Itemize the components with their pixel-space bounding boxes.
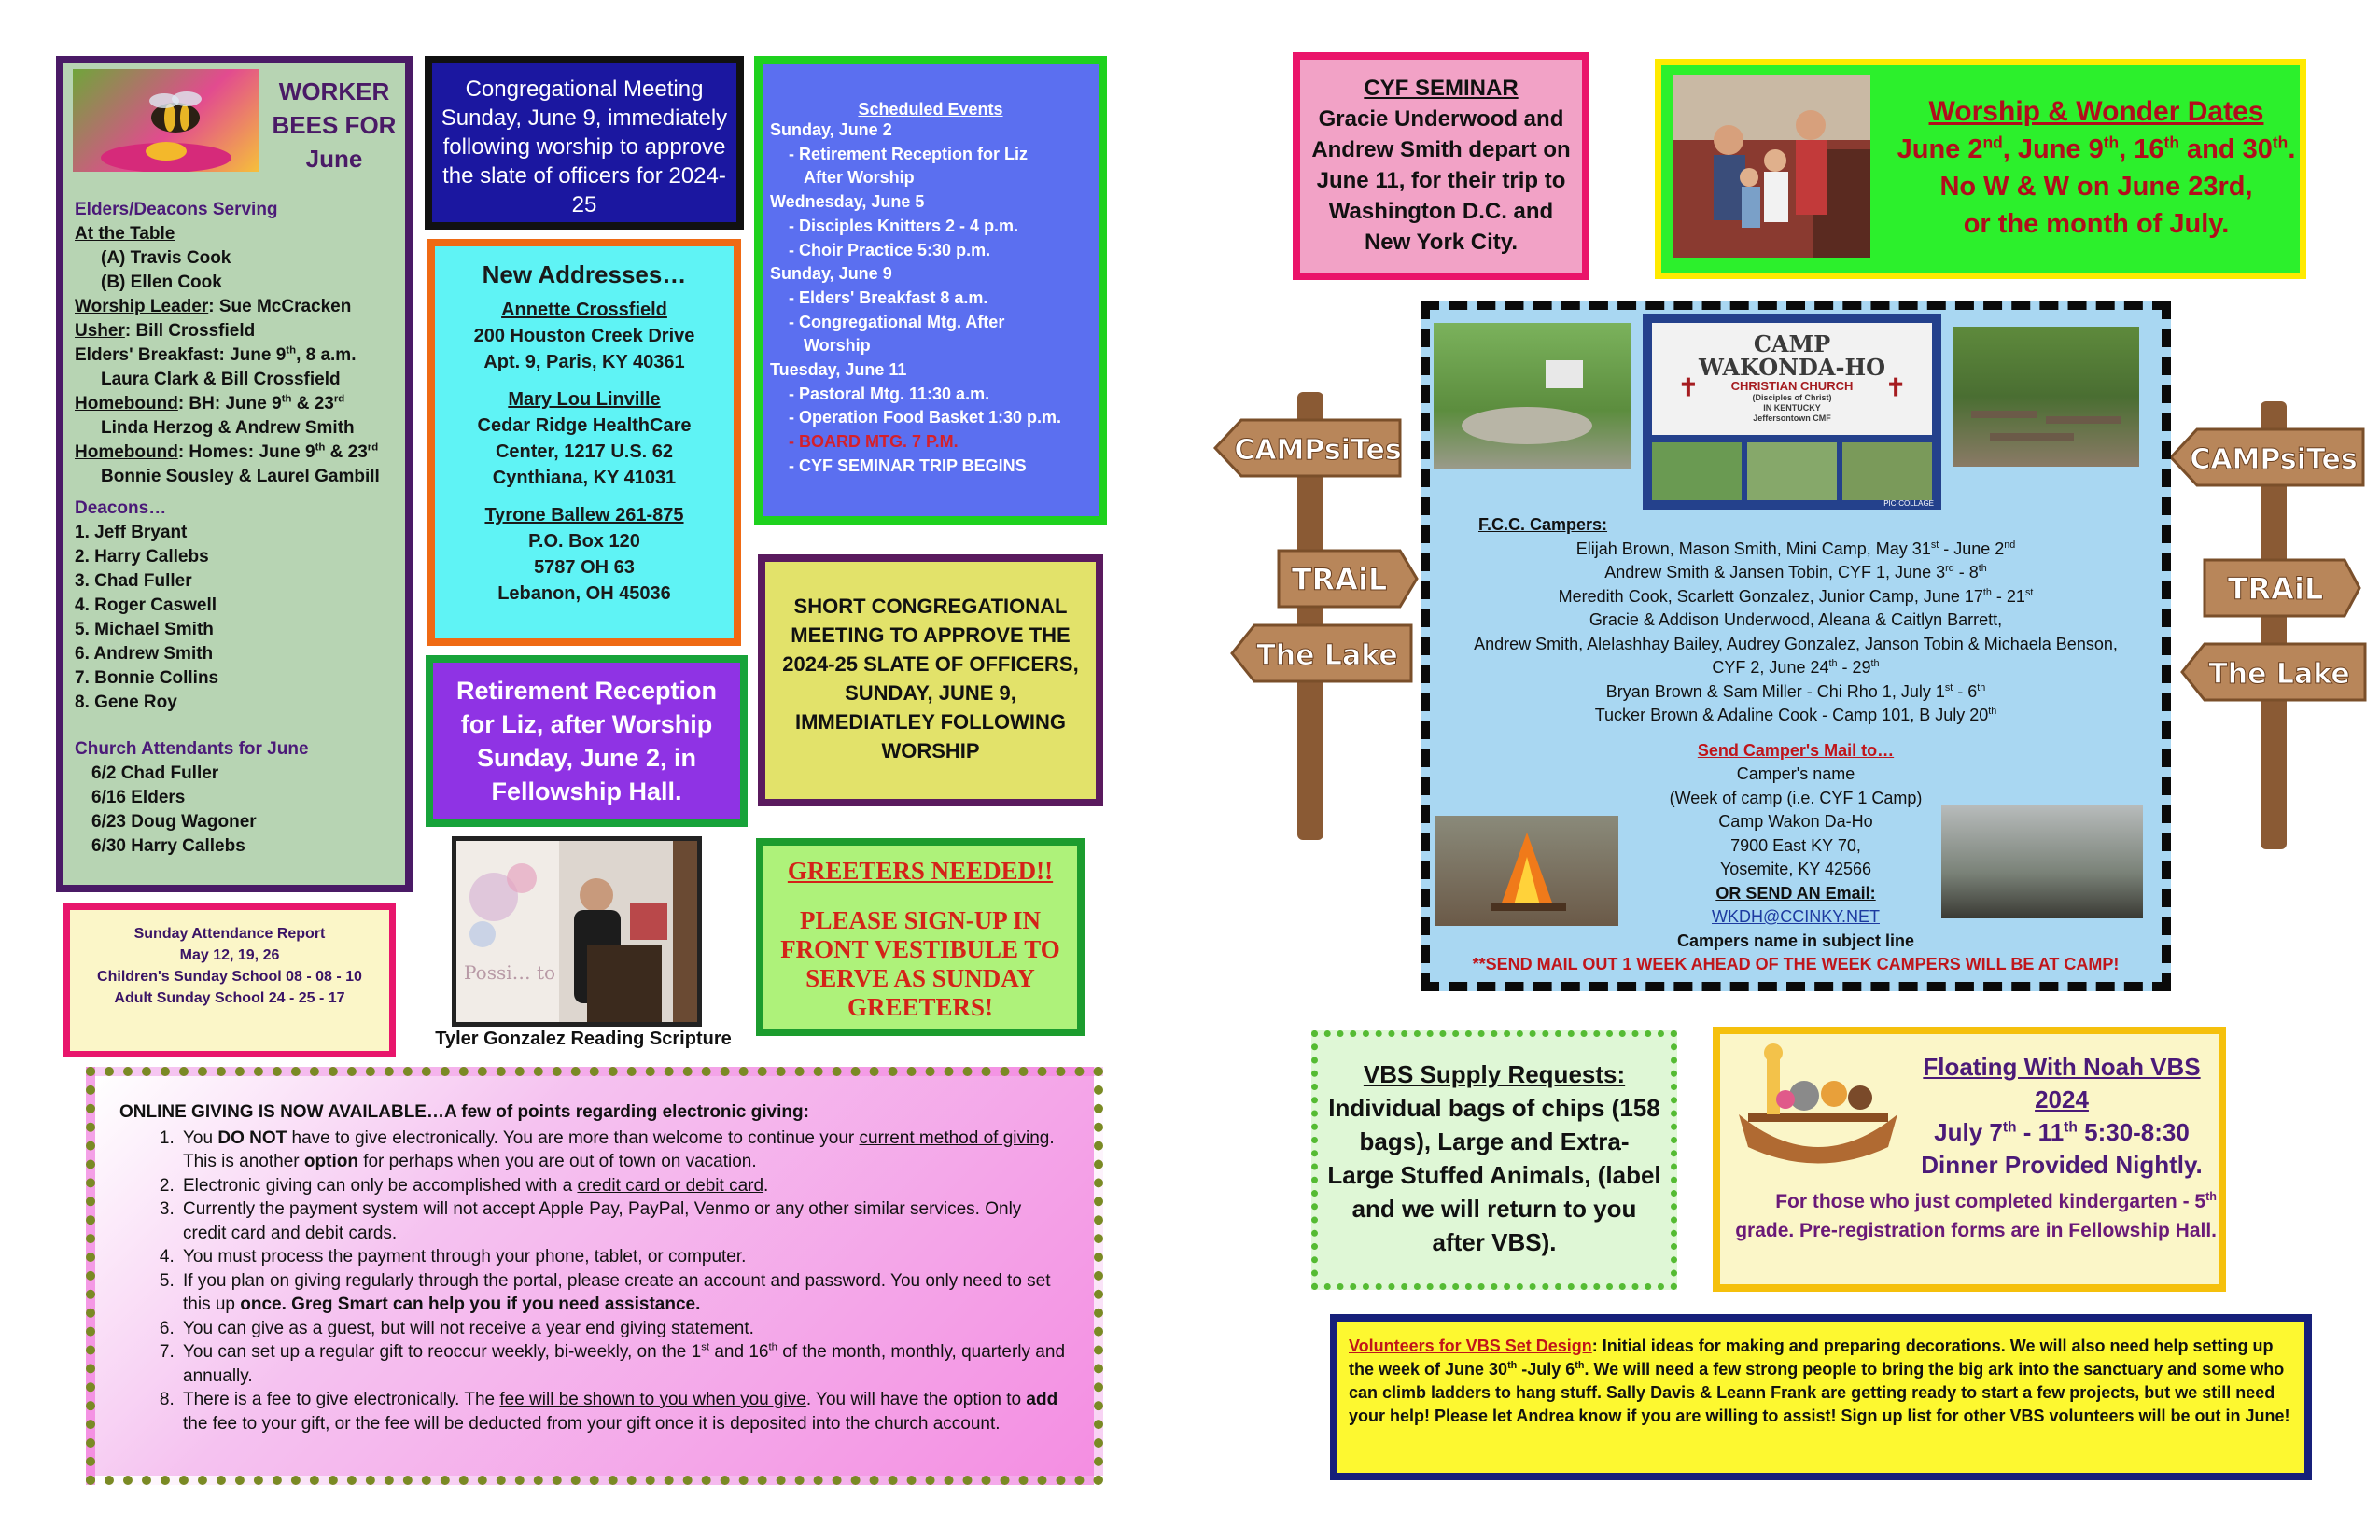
new-addresses-title: New Addresses… [482,260,687,288]
children-in-church-image [1673,75,1870,258]
vbs-supply-box: VBS Supply Requests: Individual bags of chips (158 bags), Large and Extra-Large Stuffed Animals, (label and we will return to you after VBS). [1311,1030,1677,1290]
camp-wakonda-box [1421,301,2171,991]
worship-wonder-title: Worship & Wonder Dates [1928,96,2264,127]
schedule-line: - Pastoral Mtg. 11:30 a.m. [789,384,990,403]
volunteers-label: Volunteers for VBS Set Design [1349,1337,1592,1355]
worker-bees-title: WORKER BEES FOR June [272,77,397,173]
camper-line: Andrew Smith & Jansen Tobin, CYF 1, June 3rd - 8th [1604,563,1987,581]
noah-heading: Floating With Noah VBS 2024 July 7th - 11th 5:30-8:30 Dinner Provided Nightly. [1921,1053,2203,1179]
schedule-line: Sunday, June 2 [770,120,892,139]
schedule-line: - Congregational Mtg. After [789,312,1005,331]
vbs-supply-title: VBS Supply Requests: [1363,1060,1626,1088]
tyler-scripture-photo [452,836,702,1027]
benches-photo [1953,327,2139,467]
misty-morning-photo [1941,805,2143,918]
camper-line: CYF 2, June 24th - 29th [1712,658,1880,677]
chalice-icon: ✝ [1885,373,1906,401]
camper-line: Elijah Brown, Mason Smith, Mini Camp, May 31st - June 2nd [1575,539,2016,558]
trail-signpost-illustration [1213,383,1419,849]
scheduled-events-box [754,56,1107,525]
banner-text: Possi… to [464,961,556,984]
attendants-heading: Church Attendants for June [75,739,309,759]
bee-on-flower-image [73,69,259,172]
bee-photo [73,69,259,172]
svg-text:CAMPsiTes: CAMPsiTes [2190,443,2358,476]
ark-animals-icon [1729,1040,1907,1180]
online-giving-heading: ONLINE GIVING IS NOW AVAILABLE…A few of points regarding electronic giving: [119,1102,809,1122]
online-giving-list [119,1127,1070,1436]
camper-line: Andrew Smith, Alelashhay Bailey, Audrey Gonzalez, Janson Tobin & Michaela Benson, [1474,634,2118,653]
campsite-photo [1434,323,1631,469]
list-item: 8. There is a fee to give electronically. The fee will be shown to you when you give. You will have the option to add the fee to your gift, or the fee will be deducted from your gift once it is deposited into the church account. [179,1388,1070,1435]
worship-wonder-photo [1673,75,1870,258]
list-item: 5. If you plan on giving regularly through the portal, please create an account and password. You only need to set this up once. Greg Smart can help you if you need assistance. [179,1269,1070,1317]
svg-text:The Lake: The Lake [2208,658,2350,691]
chalice-icon: ✝ [1678,373,1699,401]
reading-scripture-image [456,841,697,1022]
schedule-line: - CYF SEMINAR TRIP BEGINS [789,455,1027,475]
collage-photo [1842,442,1932,500]
trail-signpost-illustration-right [2167,392,2373,859]
schedule-line: After Worship [804,168,915,188]
list-item: 3. Currently the payment system will not accept Apple Pay, PayPal, Venmo or any other similar services. Only credit card and debit cards. [179,1197,1070,1245]
worship-wonder-box [1655,59,2306,279]
campfire-image [1435,816,1618,926]
list-item: 1. You DO NOT have to give electronically. You are more than welcome to continue your current method of giving. This is another option for perhaps when you are out of town on vacation. [179,1127,1070,1174]
camp-email-link[interactable]: WKDH@CCINKY.NET [1712,907,1880,926]
sign-campsites: CAMPsiTes [1234,434,1402,467]
greeters-title: GREETERS NEEDED!! [787,857,1054,885]
sign-the-lake: The Lake [1256,639,1398,672]
collage-watermark: PIC·COLLAGE [1883,499,1934,508]
outdoor-benches-image [1953,327,2139,467]
online-giving-box [86,1067,1103,1485]
campers-heading: F.C.C. Campers: [1478,515,1608,534]
collage-photo [1652,442,1742,500]
sign-trail: TRAiL [1291,562,1388,597]
schedule-line: - Operation Food Basket 1:30 p.m. [789,408,1062,427]
schedule-line: Sunday, June 9 [770,264,892,284]
congregational-meeting-box: Congregational Meeting Sunday, June 9, immediately following worship to approve the slate of officers for 2024-25 [425,56,744,230]
collage-photo [1747,442,1837,500]
floating-with-noah-box [1713,1027,2226,1292]
camper-line: Gracie & Addison Underwood, Aleana & Caitlyn Barrett, [1589,610,2003,629]
camper-line: Tucker Brown & Adaline Cook - Camp 101, B July 20th [1594,706,1997,724]
list-item: 7. You can set up a regular gift to reoccur weekly, bi-weekly, on the 1st and 16th of the month, monthly, quarterly and annually. [179,1340,1070,1388]
camper-line: Meredith Cook, Scarlett Gonzalez, Junior Camp, June 17th - 21st [1558,586,2034,606]
noah-ark-image [1729,1040,1907,1180]
cyf-seminar-title: CYF SEMINAR [1364,76,1519,101]
worker-bees-list: Elders/Deacons Serving At the Table (A) Travis Cook (B) Ellen Cook Worship Leader: Sue McCracken Usher: Bill Crossfield Elders' Breakfast: June 9th, 8 a.m. Laura Clark & Bill Crossfield Homebound: BH: June 9th & 23rd Linda Herzog & Andrew Smith Homebound: Homes: June 9th & 23rd Bonnie Sousley & Laurel Gambill Deacons… 1. Jeff Bryant 2. Harry Callebs 3. Chad Fuller 4. Roger Caswell 5. Michael Smith 6. Andrew Smith 7. Bonnie Collins 8. Gene Roy Church Attendants for June 6/2 Chad Fuller 6/16 Elders 6/23 Doug Wagoner 6/30 Harry Callebs [75,198,398,859]
camp-sign: CAMP WAKONDA-HO CHRISTIAN CHURCH (Disciples of Christ) IN KENTUCKY Jeffersontown CMF ✝ ✝ [1652,323,1932,435]
campers-list: F.C.C. Campers: Elijah Brown, Mason Smith, Mini Camp, May 31st - June 2nd Andrew Smith & Jansen Tobin, CYF 1, June 3rd - 8th Meredith Cook, Scarlett Gonzalez, Junior Camp, June 17th - 21st Gracie & Addison Underwood, Aleana & Caitlyn Barrett, Andrew Smith, Alelashhay Bailey, Audrey Gonzalez, Janson Tobin & Michaela Benson, CYF 2, June 24th - 29th Bryan Brown & Sam Miller - Chi Rho 1, July 1st - 6th Tucker Brown & Adaline Cook - Camp 101, B July 20th Send Camper's Mail to… Camper's name (Week of camp (i.e. CYF 1 Camp) Camp Wakon Da-Ho 7900 East KY 70, Yosemite, KY 42566 OR SEND AN Email: WKDH@CCINKY.NET Campers name in subject line **SEND MAIL OUT 1 WEEK AHEAD OF THE WEEK CAMPERS WILL BE AT CAMP! [1430,513,2162,977]
list-item: 4. You must process the payment through your phone, tablet, or computer. [179,1245,1070,1269]
schedule-line: - Retirement Reception for Liz [789,144,1029,163]
vbs-volunteers-box: Volunteers for VBS Set Design: Initial ideas for making and preparing decorations. We will also need help setting up the week of June 30th -July 6th. We will need a few strong people to bring the big ark into the sanctuary and some who can climb ladders to hang stuff. Sally Davis & Leann Frank are getting ready to start a few projects, but we still need your help! Please let Andrea know if you are willing to assist! Sign up list for other VBS volunteers will be out in June! [1330,1314,2312,1480]
schedule-line: Tuesday, June 11 [770,360,907,380]
scheduled-events-list [770,119,1091,479]
noah-info: For those who just completed kindergarten - 5th grade. Pre-registration forms are in Fellowship Hall. [1735,1190,2217,1241]
camp-sign-collage [1643,314,1941,510]
cyf-seminar-box: CYF SEMINAR Gracie Underwood and Andrew Smith depart on June 11, for their trip to Washington D.C. and New York City. [1293,52,1589,280]
worker-bees-panel [56,56,413,892]
campfire-photo [1435,816,1618,926]
schedule-line: - Disciples Knitters 2 - 4 p.m. [789,216,1019,235]
mail-warning: **SEND MAIL OUT 1 WEEK AHEAD OF THE WEEK CAMPERS WILL BE AT CAMP! [1472,955,2120,973]
list-item: 2. Electronic giving can only be accomplished with a credit card or debit card. [179,1174,1070,1198]
signpost-left [1213,383,1419,849]
greeters-needed-box: GREETERS NEEDED!! PLEASE SIGN-UP IN FRONT VESTIBULE TO SERVE AS SUNDAY GREETERS! [756,838,1085,1036]
retirement-reception-box: Retirement Reception for Liz, after Worship Sunday, June 2, in Fellowship Hall. [426,655,748,827]
deacons-heading: Deacons… [75,498,167,518]
schedule-line: Worship [804,336,871,356]
short-meeting-box: SHORT CONGREGATIONAL MEETING TO APPROVE THE 2024-25 SLATE OF OFFICERS, SUNDAY, JUNE 9, IMMEDIATLEY FOLLOWING WORSHIP [758,554,1103,806]
schedule-line: Wednesday, June 5 [770,192,925,212]
signpost-right [2167,392,2373,859]
camper-line: Bryan Brown & Sam Miller - Chi Rho 1, July 1st - 6th [1605,681,1986,701]
list-item: 6. You can give as a guest, but will not receive a year end giving statement. [179,1317,1070,1341]
schedule-line: - BOARD MTG. 7 P.M. [789,432,959,452]
fire-ring-image [1434,323,1631,469]
schedule-line: - Choir Practice 5:30 p.m. [789,240,991,259]
worship-wonder-text: Worship & Wonder Dates June 2nd, June 9th, 16th and 30th. No W & W on June 23rd, or the month of July. [1882,93,2311,243]
svg-text:TRAiL: TRAiL [2227,571,2324,607]
elders-heading: Elders/Deacons Serving [75,200,278,219]
mail-heading: Send Camper's Mail to… [1697,740,1895,760]
attendance-report: Sunday Attendance Report May 12, 19, 26 Children's Sunday School 08 - 08 - 10 Adult Sunday School 24 - 25 - 17 [63,903,396,1057]
schedule-line: - Elders' Breakfast 8 a.m. [789,287,988,307]
scheduled-events-title: Scheduled Events [858,100,1003,119]
photo-caption: Tyler Gonzalez Reading Scripture [435,1029,732,1049]
new-addresses-box: New Addresses… Annette Crossfield 200 Houston Creek Drive Apt. 9, Paris, KY 40361 Mary Lou Linville Cedar Ridge HealthCare Center, 1217 U.S. 62 Cynthiana, KY 41031 Tyrone Ballew 261-875 P.O. Box 120 5787 OH 63 Lebanon, OH 45036 [427,239,741,646]
